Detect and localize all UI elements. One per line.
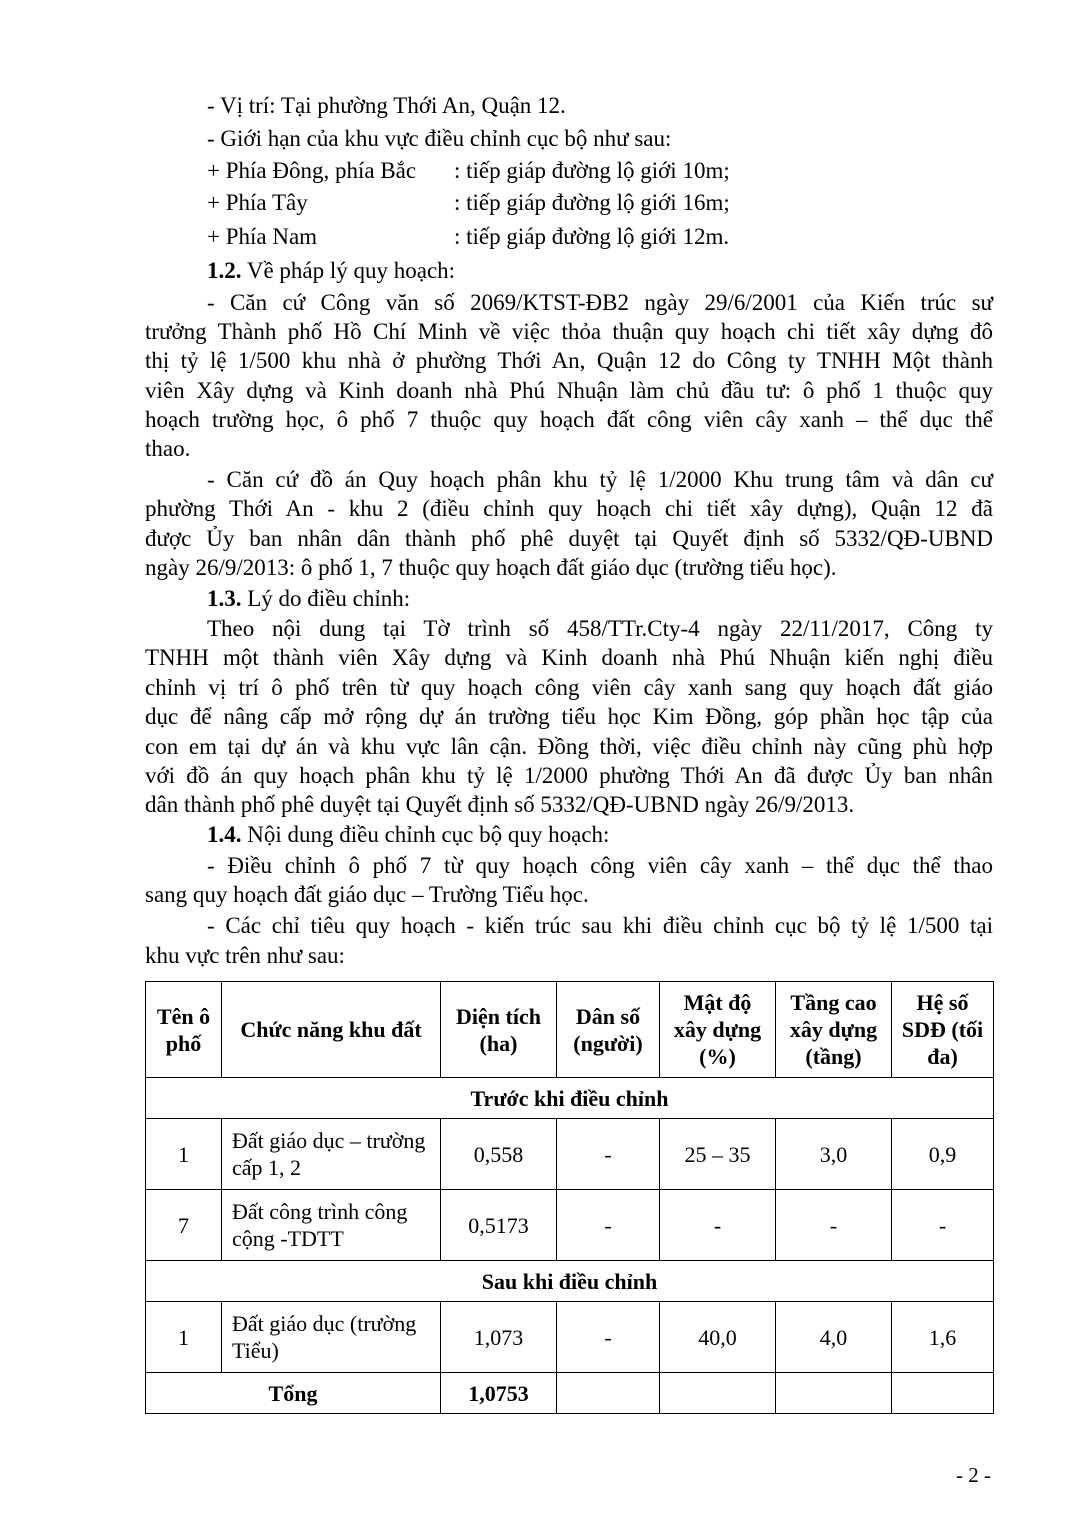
paragraph-line: TNHH một thành viên Xây dựng và Kinh doanh nhà Phú Nhuận kiến nghị điều	[145, 645, 993, 670]
paragraph-line: thị tỷ lệ 1/500 khu nhà ở phường Thới An, Quận 12 do Công ty TNHH Một thành	[145, 348, 993, 373]
table-header-row	[146, 982, 994, 1078]
table-cell: 0,5173	[441, 1190, 557, 1261]
paragraph-line: khu vực trên như sau:	[145, 943, 345, 968]
section-number: 1.2.	[207, 258, 242, 283]
boundary-label: + Phía Nam	[207, 224, 318, 249]
boundary-intro: - Giới hạn của khu vực điều chỉnh cục bộ như sau:	[207, 126, 672, 151]
table-cell: 1	[146, 1119, 222, 1190]
section-heading-1-2	[207, 256, 455, 286]
planning-indicators-table	[145, 981, 994, 1414]
header-block-name: Tên ô phố	[146, 982, 222, 1078]
table-cell: 7	[146, 1190, 222, 1261]
table-cell: Đất giáo dục – trường cấp 1, 2	[222, 1119, 441, 1190]
paragraph-line: con em tại dự án và khu vực lân cận. Đồng thời, việc điều chỉnh này cũng phù hợp	[145, 734, 993, 759]
section-title: Về pháp lý quy hoạch:	[241, 258, 456, 283]
table-row	[146, 1119, 994, 1190]
paragraph-line: được Ủy ban nhân dân thành phố phê duyệt tại Quyết định số 5332/QĐ-UBND	[145, 526, 993, 551]
section-heading-1-4	[207, 820, 609, 850]
section-title: Nội dung điều chỉnh cục bộ quy hoạch:	[241, 822, 610, 847]
paragraph-line: - Căn cứ Công văn số 2069/KTST-ĐB2 ngày 29/6/2001 của Kiến trúc sư	[207, 290, 993, 315]
table-cell-empty	[892, 1373, 994, 1414]
section-before-label: Trước khi điều chỉnh	[146, 1078, 994, 1119]
boundary-value: : tiếp giáp đường lộ giới 12m.	[454, 224, 730, 249]
table-cell-empty	[660, 1373, 776, 1414]
paragraph-line: - Căn cứ đồ án Quy hoạch phân khu tỷ lệ 1/2000 Khu trung tâm và dân cư	[207, 467, 993, 492]
header-building-density: Mật độ xây dựng (%)	[660, 982, 776, 1078]
header-population: Dân số (người)	[557, 982, 660, 1078]
table-section-row	[146, 1078, 994, 1119]
paragraph-line: dục để nâng cấp mở rộng dự án trường tiểu học Kim Đồng, góp phần học tập của	[145, 704, 993, 729]
paragraph-line: Theo nội dung tại Tờ trình số 458/TTr.Cty-4 ngày 22/11/2017, Công ty	[207, 616, 993, 641]
section-number: 1.3.	[207, 586, 242, 611]
header-land-function: Chức năng khu đất	[222, 982, 441, 1078]
paragraph-line: - Các chỉ tiêu quy hoạch - kiến trúc sau khi điều chỉnh cục bộ tỷ lệ 1/500 tại	[207, 913, 993, 938]
boundary-value: : tiếp giáp đường lộ giới 16m;	[454, 190, 730, 215]
location-line: - Vị trí: Tại phường Thới An, Quận 12.	[207, 93, 566, 118]
table-section-row	[146, 1261, 994, 1302]
table-cell: 0,558	[441, 1119, 557, 1190]
table-cell: -	[557, 1190, 660, 1261]
section-number: 1.4.	[207, 822, 242, 847]
table-cell: 1,6	[892, 1302, 994, 1373]
header-land-use-coefficient: Hệ số SDĐ (tối đa)	[892, 982, 994, 1078]
table-cell: -	[557, 1119, 660, 1190]
paragraph-line: chỉnh vị trí ô phố trên từ quy hoạch công viên cây xanh sang quy hoạch đất giáo	[145, 675, 993, 700]
table-cell: 4,0	[776, 1302, 892, 1373]
boundary-label: + Phía Tây	[207, 190, 308, 215]
table-cell: Đất giáo dục (trường Tiểu)	[222, 1302, 441, 1373]
table-cell: -	[892, 1190, 994, 1261]
table-cell: 1,073	[441, 1302, 557, 1373]
table-cell: 0,9	[892, 1119, 994, 1190]
boundary-south	[207, 222, 993, 252]
paragraph-line: viên Xây dựng và Kinh doanh nhà Phú Nhuận làm chủ đầu tư: ô phố 1 thuộc quy	[145, 378, 993, 403]
table-cell: -	[660, 1190, 776, 1261]
header-area: Diện tích (ha)	[441, 982, 557, 1078]
table-cell: 25 – 35	[660, 1119, 776, 1190]
boundary-west	[207, 188, 993, 218]
header-building-height: Tầng cao xây dựng (tầng)	[776, 982, 892, 1078]
total-label: Tổng	[146, 1373, 441, 1414]
boundary-east-north	[207, 156, 993, 186]
table-cell: 3,0	[776, 1119, 892, 1190]
table-cell: 40,0	[660, 1302, 776, 1373]
paragraph-line: hoạch trường học, ô phố 7 thuộc quy hoạch đất công viên cây xanh – thể dục thể	[145, 407, 993, 432]
paragraph-line: sang quy hoạch đất giáo dục – Trường Tiểu học.	[145, 882, 589, 907]
table-cell: -	[557, 1302, 660, 1373]
table-cell: Đất công trình công cộng -TDTT	[222, 1190, 441, 1261]
section-title: Lý do điều chỉnh:	[241, 586, 411, 611]
paragraph-line: với đồ án quy hoạch phân khu tỷ lệ 1/2000 phường Thới An đã được Ủy ban nhân	[145, 763, 993, 788]
boundary-label: + Phía Đông, phía Bắc	[207, 158, 417, 183]
table-cell-empty	[776, 1373, 892, 1414]
paragraph-line: phường Thới An - khu 2 (điều chỉnh quy hoạch chi tiết xây dựng), Quận 12 đã	[145, 496, 993, 521]
boundary-value: : tiếp giáp đường lộ giới 10m;	[454, 158, 730, 183]
table-row	[146, 1190, 994, 1261]
paragraph-line: dân thành phố phê duyệt tại Quyết định số 5332/QĐ-UBND ngày 26/9/2013.	[145, 792, 855, 817]
table-cell: 1	[146, 1302, 222, 1373]
table-cell-empty	[557, 1373, 660, 1414]
table-cell: -	[776, 1190, 892, 1261]
table-row	[146, 1302, 994, 1373]
paragraph-line: thao.	[145, 436, 191, 461]
paragraph-line: ngày 26/9/2013: ô phố 1, 7 thuộc quy hoạch đất giáo dục (trường tiểu học).	[145, 555, 837, 580]
paragraph-line: - Điều chỉnh ô phố 7 từ quy hoạch công viên cây xanh – thể dục thể thao	[207, 853, 993, 878]
section-heading-1-3	[207, 584, 410, 614]
table-total-row	[146, 1373, 994, 1414]
section-after-label: Sau khi điều chỉnh	[146, 1261, 994, 1302]
total-area: 1,0753	[441, 1373, 557, 1414]
page-number: - 2 -	[956, 1463, 991, 1487]
paragraph-line: trưởng Thành phố Hồ Chí Minh về việc thỏa thuận quy hoạch chi tiết xây dựng đô	[145, 319, 993, 344]
